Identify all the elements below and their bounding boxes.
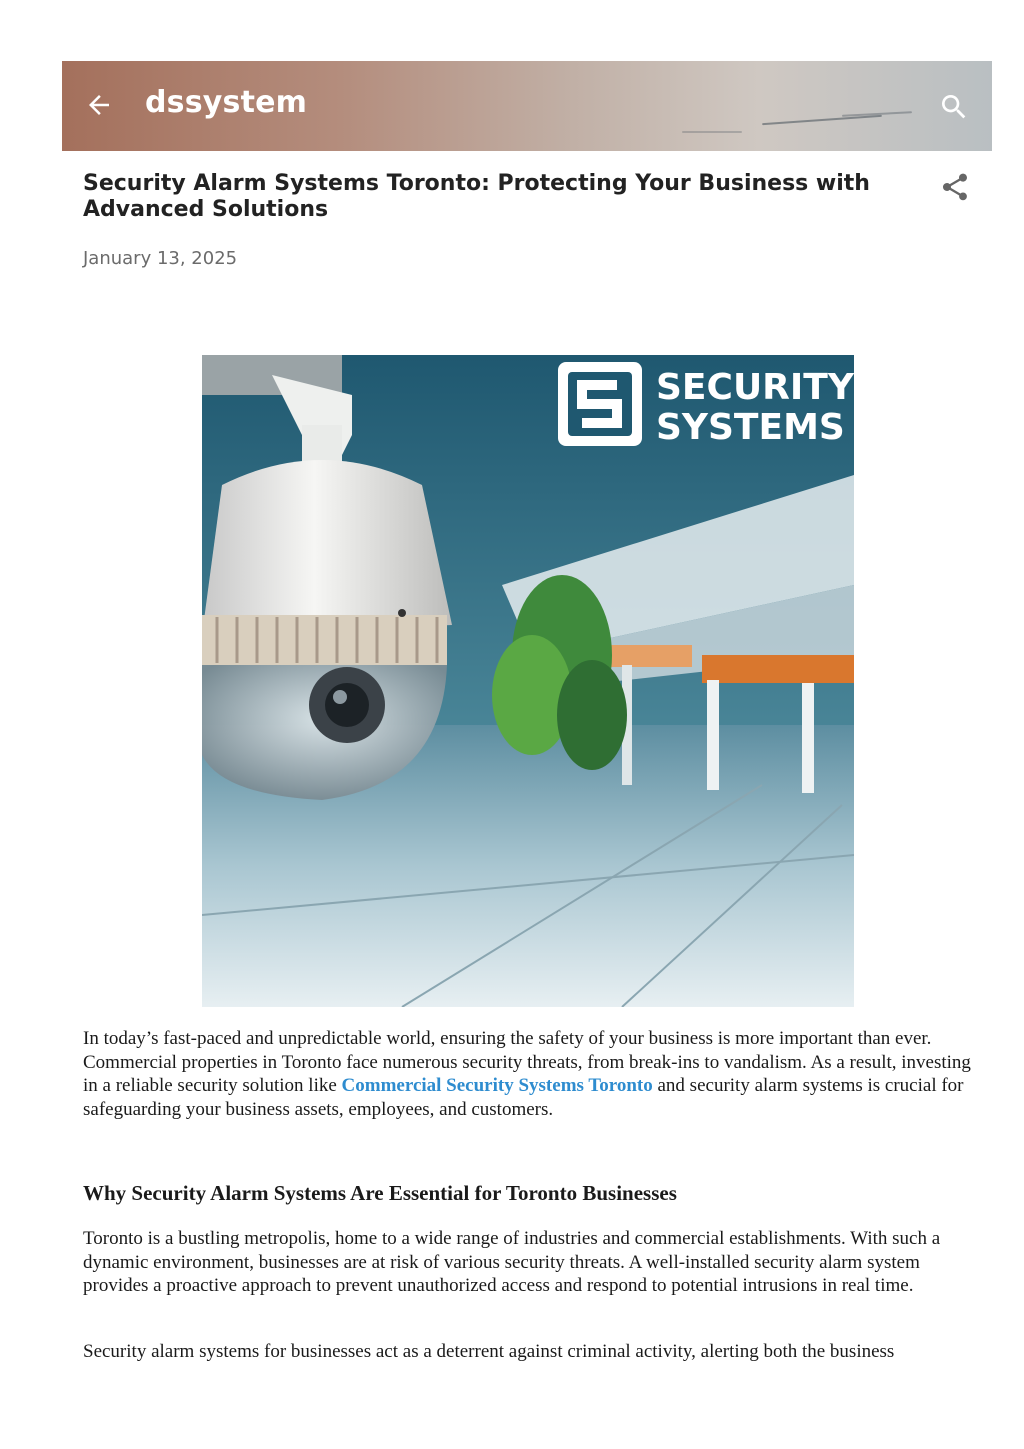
paragraph-intro-text: In today’s fast-paced and unpredictable world, ensuring the safety of your business is more important than ever. Commercial properties in Toronto face numerous security threats, from break-ins to vandalism. As a result, investing in a reliable security solution like	[83, 1028, 971, 1096]
blog-header	[62, 61, 992, 151]
paragraph-deterrent: Security alarm systems for businesses act as a deterrent against criminal activity, alerting both the business	[83, 1341, 895, 1362]
post-title: Security Alarm Systems Toronto: Protecting Your Business with Advanced Solutions	[83, 171, 870, 222]
post-card	[62, 61, 992, 1449]
share-button[interactable]	[939, 171, 971, 203]
paragraph-intro	[83, 1027, 973, 1121]
security-systems-logo	[558, 362, 854, 448]
arrow-left-icon	[84, 89, 114, 121]
header-decoration	[682, 131, 742, 133]
search-button[interactable]	[938, 91, 970, 123]
paragraph-toronto: Toronto is a bustling metropolis, home to a wide range of industries and commercial establishments. With such a dynamic environment, businesses are at risk of various security threats. A well-installed security alarm system provides a proactive approach to prevent unauthorized access and respond to potential intrusions in real time.	[83, 1228, 941, 1296]
svg-text:SYSTEMS: SYSTEMS	[656, 407, 845, 448]
svg-text:SECURITY: SECURITY	[656, 367, 854, 408]
share-icon	[939, 171, 971, 203]
back-button[interactable]	[84, 89, 114, 121]
post-hero-image	[202, 355, 854, 1007]
header-decoration	[762, 115, 882, 125]
paragraph-intro-text-end: and security alarm systems is crucial for safeguarding your business assets, employees, and customers.	[83, 1075, 964, 1120]
section-heading: Why Security Alarm Systems Are Essential for Toronto Businesses	[83, 1181, 677, 1205]
search-icon	[938, 91, 970, 123]
blog-title[interactable]: dssystem	[145, 85, 308, 120]
post-date: January 13, 2025	[83, 248, 238, 269]
commercial-security-link[interactable]: Commercial Security Systems Toronto	[341, 1075, 653, 1096]
